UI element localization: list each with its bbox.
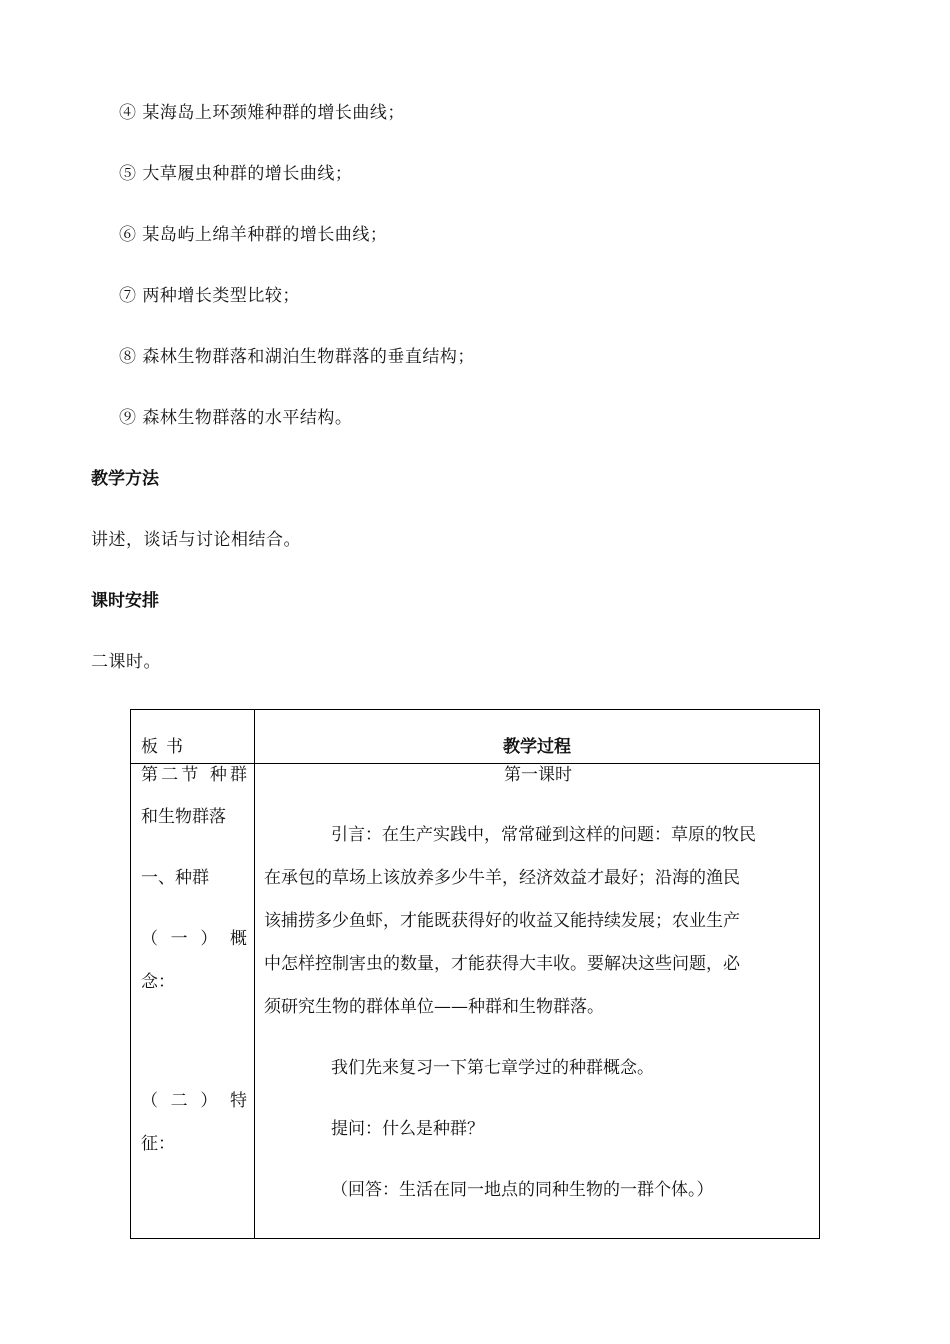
- intro-line-5: 须研究生物的群体单位——种群和生物群落。: [264, 997, 604, 1017]
- lesson-table: [130, 709, 820, 1239]
- review-text: 我们先来复习一下第七章学过的种群概念。: [331, 1058, 654, 1078]
- list-item-9: ⑨ 森林生物群落的水平结构。: [119, 408, 353, 428]
- list-item-7: ⑦ 两种增长类型比较；: [119, 286, 300, 306]
- teaching-method-heading: 教学方法: [91, 469, 159, 489]
- answer-text: （回答：生活在同一地点的同种生物的一群个体。）: [331, 1180, 714, 1200]
- list-item-8: ⑧ 森林生物群落和湖泊生物群落的垂直结构；: [119, 347, 475, 367]
- header-teaching-process: 教学过程: [503, 737, 571, 757]
- table-column-divider: [254, 710, 255, 1238]
- feature-label-line1: （二）特: [141, 1091, 247, 1111]
- list-item-4: ④ 某海岛上环颈雉种群的增长曲线；: [119, 103, 405, 123]
- question-text: 提问：什么是种群？: [331, 1119, 484, 1139]
- header-blackboard: 板书: [141, 737, 191, 757]
- intro-line-3: 该捕捞多少鱼虾，才能既获得好的收益又能持续发展；农业生产: [264, 911, 740, 931]
- subsection-population: 一、种群: [141, 868, 209, 888]
- schedule-heading: 课时安排: [91, 591, 159, 611]
- feature-label-line2: 征：: [141, 1134, 175, 1154]
- list-item-5: ⑤ 大草履虫种群的增长曲线；: [119, 164, 353, 184]
- intro-line-4: 中怎样控制害虫的数量，才能获得大丰收。要解决这些问题，必: [264, 954, 740, 974]
- intro-line-1: 引言：在生产实践中，常常碰到这样的问题：草原的牧民: [331, 825, 756, 845]
- schedule-text: 二课时。: [91, 652, 161, 672]
- concept-label-line1: （一）概: [141, 929, 247, 949]
- list-item-6: ⑥ 某岛屿上绵羊种群的增长曲线；: [119, 225, 388, 245]
- intro-line-2: 在承包的草场上该放养多少牛羊，经济效益才最好；沿海的渔民: [264, 868, 740, 888]
- lesson-title: 第一课时: [504, 765, 572, 785]
- teaching-method-text: 讲述，谈话与讨论相结合。: [91, 530, 301, 550]
- section-title-line1: 第二节 种群: [141, 765, 247, 785]
- concept-label-line2: 念：: [141, 972, 175, 992]
- section-title-line2: 和生物群落: [141, 807, 226, 827]
